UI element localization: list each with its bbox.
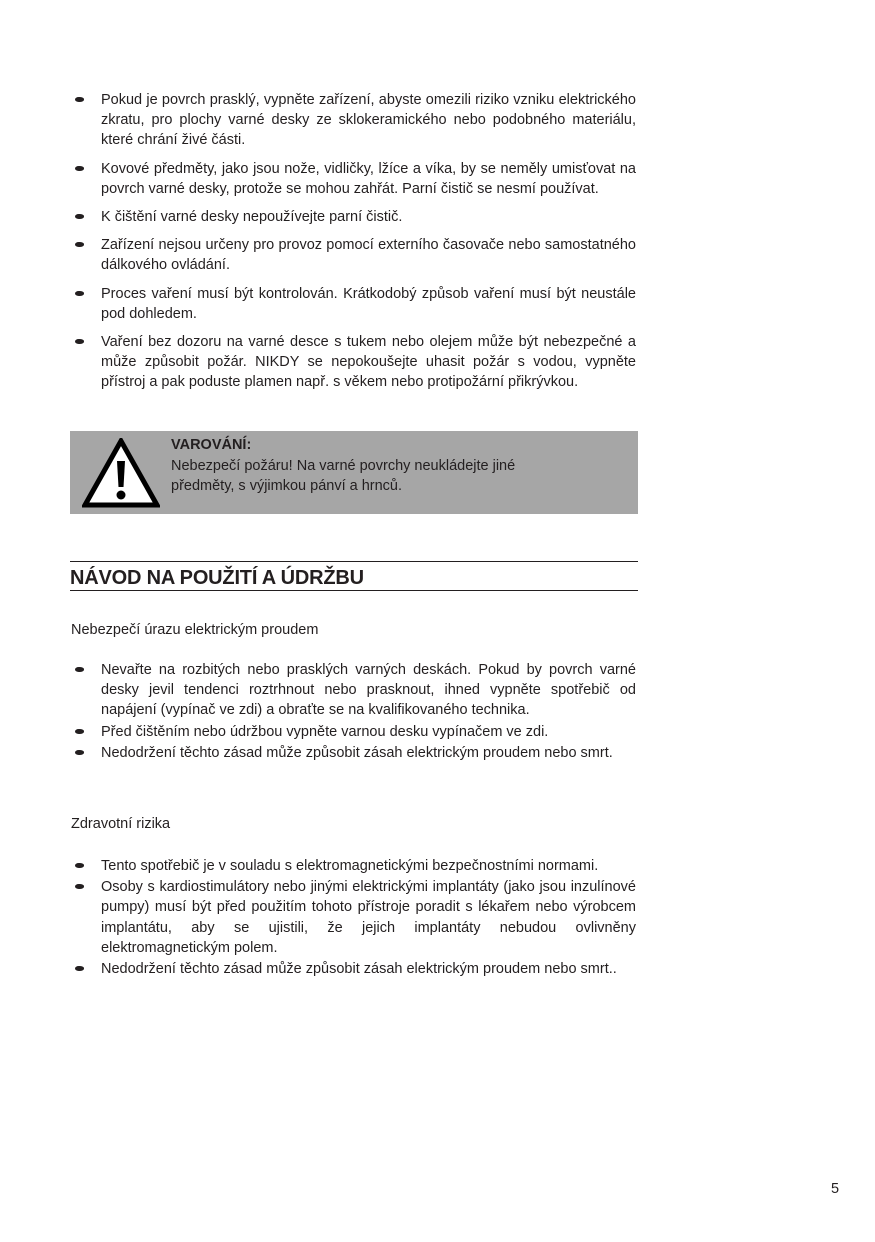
bullet-icon [75, 729, 84, 734]
section-heading: NÁVOD NA POUŽITÍ A ÚDRŽBU [70, 567, 364, 589]
list-item-text: Tento spotřebič je v souladu s elektromagnetickými bezpečnostními normami. [101, 858, 599, 874]
list-item-text: Vaření bez dozoru na varné desce s tukem nebo olejem může být nebezpečné a může způsobit požár. NIKDY se nepokoušejte uhasit požár s vodou, vypněte přístroj a pak poduste plamen např. s věkem nebo protipožární přikrývkou. [101, 334, 636, 391]
bullet-icon [75, 667, 84, 672]
list-item-text: Nedodržení těchto zásad může způsobit zásah elektrickým proudem nebo smrt. [101, 744, 613, 761]
list-item [72, 722, 636, 742]
list-item-text: K čištění varné desky nepoužívejte parní čistič. [101, 209, 403, 226]
list-item [72, 959, 636, 979]
warning-text [171, 435, 611, 497]
list-item [72, 159, 636, 199]
warning-triangle-icon [82, 438, 160, 508]
list-item-text: Nedodržení těchto zásad může způsobit zásah elektrickým proudem nebo smrt.. [101, 961, 617, 978]
bullet-icon [75, 884, 84, 889]
list-item-text: Před čištěním nebo údržbou vypněte varnou desku vypínačem ve zdi. [101, 723, 549, 740]
electric-list [72, 660, 636, 763]
list-item [72, 90, 636, 151]
list-item [72, 235, 636, 275]
health-list [72, 856, 636, 979]
bullet-icon [75, 242, 84, 247]
warning-line: předměty, s výjimkou pánví a hrnců. [171, 478, 403, 494]
list-item-text: Osoby s kardiostimulátory nebo jinými elektrickými implantáty (jako jsou inzulínové pumpy) musí být před použitím tohoto přístroje poradit s lékařem nebo výrobcem implantátu, aby se ujistili, že jejich implantáty nebudou ovlivněny elektromagnetickým polem. [101, 879, 636, 956]
bullet-icon [75, 863, 84, 868]
bullet-icon [75, 339, 84, 344]
bullet-icon [75, 750, 84, 755]
list-item-text: Nevařte na rozbitých nebo prasklých varných deskách. Pokud by povrch varné desky jevil tendenci roztrhnout nebo prasknout, ihned vypněte spotřebič od napájení (vypínač ve zdi) a obraťte se na kvalifikovaného technika. [101, 662, 636, 719]
heading-rule-bottom [70, 590, 638, 591]
health-subheading: Zdravotní rizika [71, 816, 171, 832]
page-number: 5 [831, 1181, 840, 1197]
bullet-icon [75, 166, 84, 171]
bullet-icon [75, 291, 84, 296]
list-item [72, 284, 636, 324]
list-item-text: Proces vaření musí být kontrolován. Krátkodobý způsob vaření musí být neustále pod dohledem. [101, 285, 636, 322]
bullet-icon [75, 214, 84, 219]
list-item [72, 877, 636, 958]
list-item-text: Zařízení nejsou určeny pro provoz pomocí externího časovače nebo samostatného dálkového ovládání. [101, 237, 636, 274]
list-item [72, 660, 636, 721]
warning-line: Nebezpečí požáru! Na varné povrchy neukládejte jiné [171, 457, 516, 474]
list-item [72, 207, 636, 227]
electric-section [72, 660, 636, 764]
health-section [72, 856, 636, 980]
warning-title: VAROVÁNÍ: [171, 437, 252, 453]
heading-rule-top [70, 561, 638, 562]
list-item [72, 332, 636, 393]
electric-subheading: Nebezpečí úrazu elektrickým proudem [71, 622, 319, 638]
warning-box [70, 431, 638, 514]
bullet-icon [75, 97, 84, 102]
safety-section [72, 90, 636, 401]
list-item [72, 856, 636, 876]
list-item [72, 743, 636, 763]
bullet-icon [75, 966, 84, 971]
list-item-text: Kovové předměty, jako jsou nože, vidličky, lžíce a víka, by se neměly umisťovat na povrch varné desky, protože se mohou zahřát. Parní čistič se nesmí používat. [101, 160, 636, 197]
safety-list [72, 90, 636, 393]
list-item-text: Pokud je povrch prasklý, vypněte zařízení, abyste omezili riziko vzniku elektrického zkratu, pro plochy varné desky ze sklokeramického nebo podobného materiálu, které chrání živé části. [101, 92, 636, 149]
